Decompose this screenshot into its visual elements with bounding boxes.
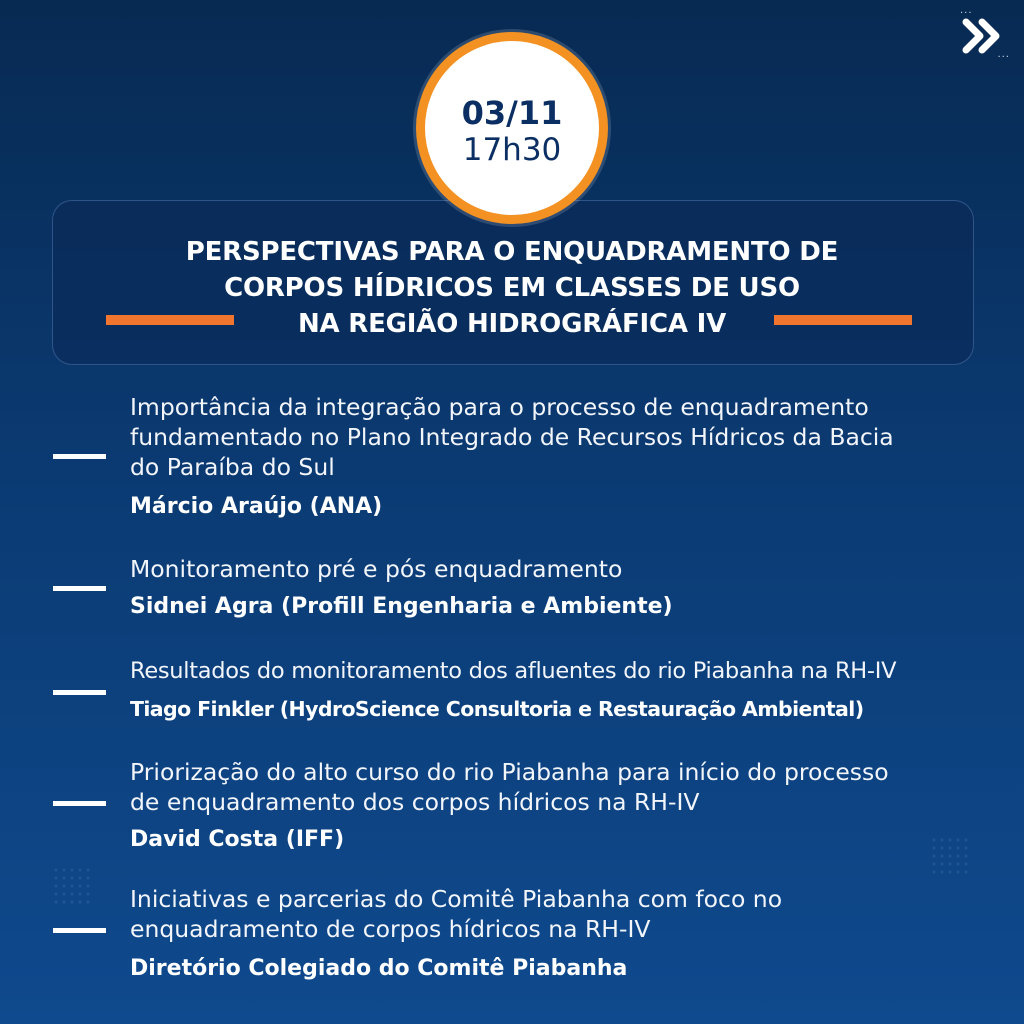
date-badge <box>416 32 608 224</box>
dot-grid-decoration <box>930 836 970 876</box>
event-time: 17h30 <box>462 132 562 168</box>
topic-line: do Paraíba do Sul <box>130 453 335 481</box>
topic-line: de enquadramento dos corpos hídricos na RH-IV <box>130 788 700 816</box>
title-line: NA REGIÃO HIDROGRÁFICA IV <box>297 309 727 339</box>
agenda-speaker: Márcio Araújo (ANA) <box>130 494 383 519</box>
title-line: PERSPECTIVAS PARA O ENQUADRAMENTO DE <box>185 237 839 267</box>
dot-grid-decoration <box>52 866 92 906</box>
agenda-speaker: Tiago Finkler (HydroScience Consultoria e Restauração Ambiental) <box>130 697 864 721</box>
double-chevron-right-icon <box>962 18 1006 54</box>
bullet-dash <box>53 690 106 695</box>
topic-line: Monitoramento pré e pós enquadramento <box>130 555 623 583</box>
agenda-topic <box>130 656 990 686</box>
agenda-speaker: Diretório Colegiado do Comitê Piabanha <box>130 956 628 981</box>
agenda-speaker: David Costa (IFF) <box>130 827 345 852</box>
bullet-dash <box>53 454 106 459</box>
bullet-dash <box>53 586 106 591</box>
agenda-topic <box>130 884 990 944</box>
agenda-topic <box>130 392 990 482</box>
title-line: CORPOS HÍDRICOS EM CLASSES DE USO <box>224 273 800 303</box>
logo-dots-decoration: ··· <box>997 52 1010 63</box>
agenda-topic <box>130 554 990 584</box>
title-accent-bar <box>774 315 912 325</box>
topic-line: Iniciativas e parcerias do Comitê Piabanha com foco no <box>130 885 783 913</box>
title-accent-bar <box>106 315 234 325</box>
topic-line: Resultados do monitoramento dos afluentes do rio Piabanha na RH-IV <box>130 658 897 684</box>
agenda-speaker: Sidnei Agra (Profill Engenharia e Ambiente) <box>130 594 673 619</box>
event-title <box>0 234 1024 342</box>
topic-line: Importância da integração para o processo de enquadramento <box>130 393 869 421</box>
brand-logo <box>960 8 1010 63</box>
agenda-topic <box>130 757 990 817</box>
topic-line: Priorização do alto curso do rio Piabanha para início do processo <box>130 758 889 786</box>
bullet-dash <box>53 928 106 933</box>
event-date: 03/11 <box>461 94 563 132</box>
topic-line: fundamentado no Plano Integrado de Recursos Hídricos da Bacia <box>130 423 894 451</box>
bullet-dash <box>53 801 106 806</box>
topic-line: enquadramento de corpos hídricos na RH-IV <box>130 915 651 943</box>
logo-dots-decoration: ··· <box>960 8 973 19</box>
